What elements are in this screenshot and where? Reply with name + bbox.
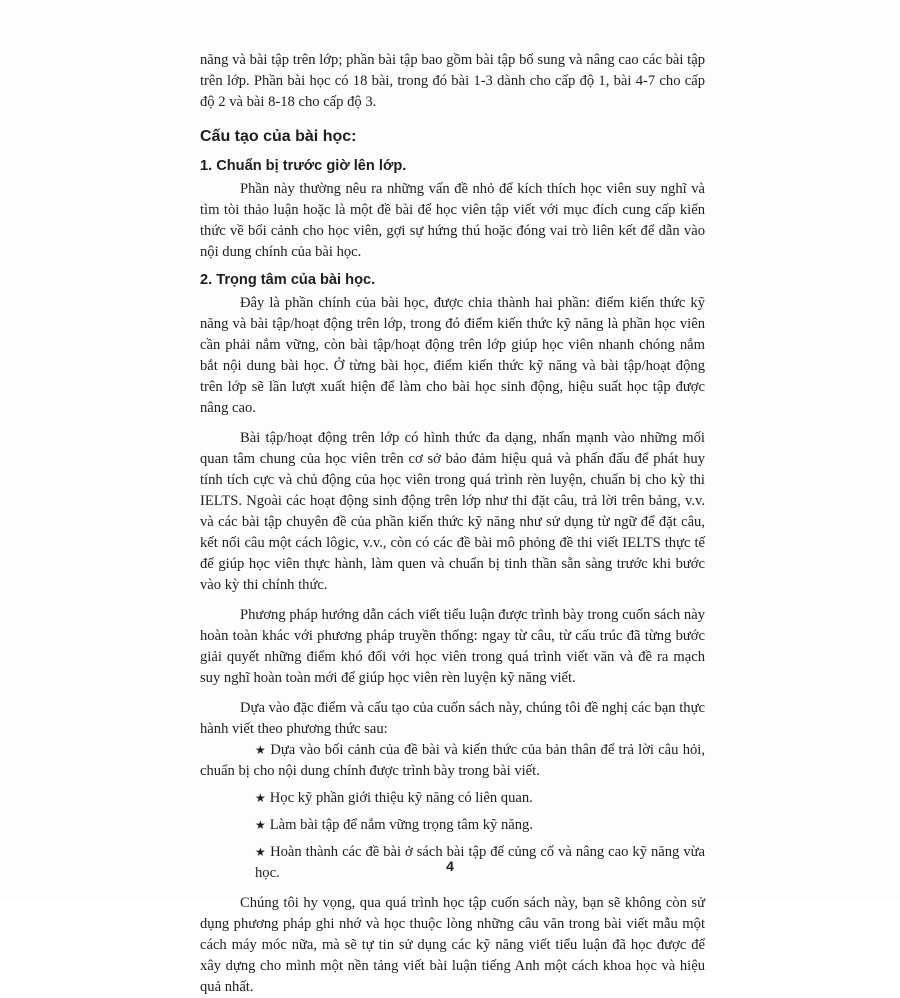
section-2-paragraph-4: Dựa vào đặc điểm và cấu tạo của cuốn sách này, chúng tôi đề nghị các bạn thực hành viết theo phương thức sau: xyxy=(200,700,705,737)
section-2-title: 2. Trọng tâm của bài học. xyxy=(200,272,376,288)
page-body xyxy=(200,50,705,998)
list-item: ★ Làm bài tập để nắm vững trọng tâm kỹ năng. xyxy=(255,817,534,833)
star-icon: ★ xyxy=(255,818,266,832)
intro-paragraph: năng và bài tập trên lớp; phần bài tập bao gồm bài tập bổ sung và nâng cao các bài tập trên lớp. Phần bài học có 18 bài, trong đó bài 1-3 dành cho cấp độ 1, bài 4-7 cho cấp độ 2 và bài 8-18 cho cấp độ 3. xyxy=(200,52,705,110)
page-number: 4 xyxy=(446,858,454,874)
section-1-title: 1. Chuẩn bị trước giờ lên lớp. xyxy=(200,158,407,174)
structure-heading: Cấu tạo của bài học: xyxy=(200,128,357,145)
list-item: ★ Hoàn thành các đề bài ở sách bài tập để củng cố và nâng cao kỹ năng vừa học. xyxy=(255,844,705,881)
star-icon: ★ xyxy=(255,791,266,805)
closing-paragraph: Chúng tôi hy vọng, qua quá trình học tập cuốn sách này, bạn sẽ không còn sử dụng phương pháp ghi nhớ và học thuộc lòng những câu văn trong bài viết mẫu một cách máy móc nữa, mà sẽ tự tin sử dụng các kỹ năng viết tiểu luận đã học được để xây dựng cho mình một nền tảng viết bài luận tiếng Anh một cách khoa học và hiệu quả nhất. xyxy=(200,895,705,995)
section-1-paragraph: Phần này thường nêu ra những vấn đề nhỏ để kích thích học viên suy nghĩ và tìm tòi thảo luận hoặc là một đề bài để học viên tập viết với mục đích cung cấp kiến thức về bối cảnh cho học viên, gợi sự hứng thú hoặc đóng vai trò liên kết để dẫn vào nội dung chính của bài học. xyxy=(200,181,705,260)
section-2-paragraph-3: Phương pháp hướng dẫn cách viết tiểu luận được trình bày trong cuốn sách này hoàn toàn khác với phương pháp truyền thống: ngay từ câu, từ cấu trúc đã từng bước giải quyết những điểm khó đối với học viên trong quá trình viết văn và đề ra mạch suy nghĩ hoàn toàn mới để giúp học viên rèn luyện kỹ năng viết. xyxy=(200,607,705,686)
section-2-paragraph-1: Đây là phần chính của bài học, được chia thành hai phần: điểm kiến thức kỹ năng và bài tập/hoạt động trên lớp, trong đó điểm kiến thức kỹ năng là phần học viên cần phải nắm vững, còn bài tập/hoạt động trên lớp giúp học viên nhanh chóng nắm bắt nội dung bài học. Ở từng bài học, điểm kiến thức kỹ năng và bài tập/hoạt động trên lớp sẽ lần lượt xuất hiện để làm cho bài học sinh động, hiệu suất học tập được nâng cao. xyxy=(200,295,705,416)
star-icon: ★ xyxy=(255,743,267,757)
list-item: ★ Học kỹ phần giới thiệu kỹ năng có liên quan. xyxy=(255,790,533,806)
list-item: ★ Dựa vào bối cảnh của đề bài và kiến thức của bản thân để trả lời câu hỏi, chuẩn bị cho nội dung chính được trình bày trong bài viết. xyxy=(200,742,705,779)
section-2-paragraph-2: Bài tập/hoạt động trên lớp có hình thức đa dạng, nhấn mạnh vào những mối quan tâm chung của học viên trên cơ sở bảo đảm hiệu quả và phấn đấu để phát huy tính tích cực và chủ động của học viên trong quá trình rèn luyện, chuẩn bị cho kỳ thi IELTS. Ngoài các hoạt động sinh động trên lớp như thi đặt câu, trả lời trên bảng, v.v. và các bài tập chuyên đề của phần kiến thức kỹ năng như sử dụng từ ngữ để đặt câu, kết nối câu một cách lôgic, v.v., còn có các đề bài mô phỏng đề thi viết IELTS thực tế để giúp học viên thực hành, làm quen và chuẩn bị tinh thần sẵn sàng trước khi bước vào kỳ thi chính thức. xyxy=(200,430,705,593)
star-icon: ★ xyxy=(255,845,267,859)
